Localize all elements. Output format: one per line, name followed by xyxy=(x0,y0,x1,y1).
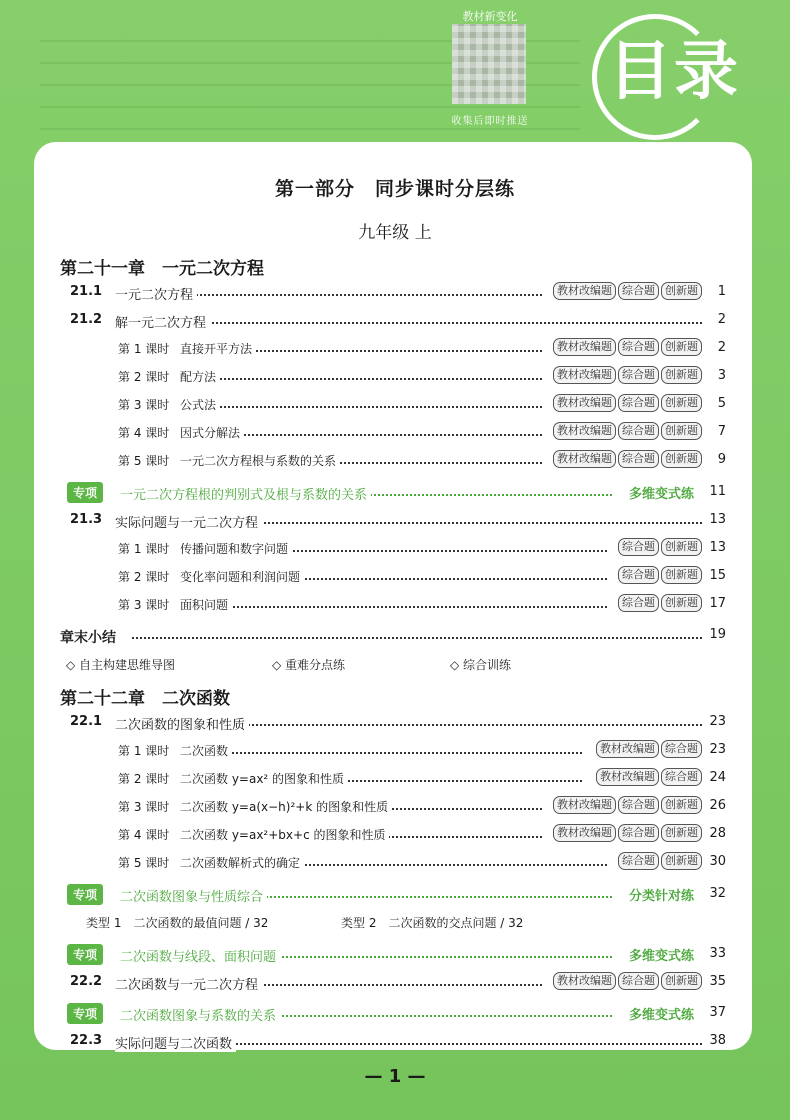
tag-group xyxy=(550,422,702,440)
tag-textbook-adapted: 教材改编题 xyxy=(553,824,616,842)
tag-comprehensive: 综合题 xyxy=(618,366,659,384)
lesson-title: 一元二次方程根与系数的关系 xyxy=(180,452,340,469)
section-title: 二次函数与一元二次方程 xyxy=(115,974,262,993)
toc-entry-21-3[interactable] xyxy=(60,509,732,533)
special-badge: 专项 xyxy=(67,944,103,965)
page-number: 26 xyxy=(706,798,726,813)
tag-textbook-adapted: 教材改编题 xyxy=(553,338,616,356)
lesson-title: 面积问题 xyxy=(180,596,232,613)
page-number: 17 xyxy=(706,596,726,611)
lesson-number: 第 2 课时 xyxy=(118,370,170,384)
bullet-comprehensive-training[interactable]: ◇ 综合训练 xyxy=(450,658,512,672)
section-title: 实际问题与二次函数 xyxy=(115,1033,236,1052)
toc-lesson[interactable] xyxy=(60,767,732,791)
page-number: 28 xyxy=(706,826,726,841)
tag-comprehensive: 综合题 xyxy=(618,566,659,584)
page-number: 2 xyxy=(706,312,726,327)
tag-group xyxy=(615,538,702,556)
tag-innovative: 创新题 xyxy=(661,972,702,990)
lesson-title: 传播问题和数字问题 xyxy=(180,540,292,557)
tag-innovative: 创新题 xyxy=(661,566,702,584)
page-number: 7 xyxy=(706,424,726,439)
qr-caption-bottom: 收集后即时推送 xyxy=(451,116,529,127)
page-number: 2 xyxy=(706,340,726,355)
lesson-title: 直接开平方法 xyxy=(180,340,256,357)
leader-dots xyxy=(185,378,542,380)
toc-entry-22-2[interactable] xyxy=(60,971,732,995)
tag-innovative: 创新题 xyxy=(661,338,702,356)
qr-code-image xyxy=(452,24,526,104)
toc-lesson[interactable] xyxy=(60,823,732,847)
leader-dots xyxy=(185,752,582,754)
lesson-number: 第 5 课时 xyxy=(118,856,170,870)
tag-innovative: 创新题 xyxy=(661,450,702,468)
special-type: 分类针对练 xyxy=(625,885,698,904)
lesson-title: 变化率问题和利润问题 xyxy=(180,568,304,585)
tag-textbook-adapted: 教材改编题 xyxy=(553,450,616,468)
page-number: 5 xyxy=(706,396,726,411)
section-number: 22.3 xyxy=(70,1033,103,1048)
tag-group xyxy=(550,972,702,990)
tag-comprehensive: 综合题 xyxy=(618,852,659,870)
toc-lesson[interactable] xyxy=(60,365,732,389)
toc-lesson[interactable] xyxy=(60,449,732,473)
lesson-title: 配方法 xyxy=(180,368,220,385)
tag-textbook-adapted: 教材改编题 xyxy=(553,282,616,300)
section-title: 二次函数的图象和性质 xyxy=(115,714,249,733)
page-number: 3 xyxy=(706,368,726,383)
page-number: 30 xyxy=(706,854,726,869)
special-title: 二次函数图象与性质综合 xyxy=(120,886,267,905)
lesson-title: 二次函数 y=a(x−h)²+k 的图象和性质 xyxy=(180,798,392,815)
page-number: 23 xyxy=(706,714,726,729)
section-title: 一元二次方程 xyxy=(115,284,197,303)
tag-group xyxy=(550,450,702,468)
toc-special-21[interactable] xyxy=(60,481,732,505)
lesson-number: 第 4 课时 xyxy=(118,828,170,842)
leader-dots xyxy=(185,406,542,408)
page-number: 13 xyxy=(706,540,726,555)
tag-comprehensive: 综合题 xyxy=(661,768,702,786)
page-number: 11 xyxy=(706,484,726,499)
toc-lesson[interactable] xyxy=(60,337,732,361)
section-number: 21.2 xyxy=(70,312,103,327)
section-number: 22.1 xyxy=(70,714,103,729)
tag-innovative: 创新题 xyxy=(661,796,702,814)
page-number: 32 xyxy=(706,886,726,901)
bullet-key-points[interactable]: ◇ 重难分点练 xyxy=(272,658,346,672)
leader-dots xyxy=(185,606,607,608)
tag-innovative: 创新题 xyxy=(661,394,702,412)
page-number: 37 xyxy=(706,1005,726,1020)
tag-textbook-adapted: 教材改编题 xyxy=(596,740,659,758)
type-item-2[interactable]: 类型 2 二次函数的交点问题 / 32 xyxy=(341,916,524,930)
lesson-title: 二次函数 xyxy=(180,742,232,759)
tag-group xyxy=(615,852,702,870)
page-number: 13 xyxy=(706,512,726,527)
lesson-title: 公式法 xyxy=(180,396,220,413)
page-number: 19 xyxy=(706,627,726,642)
tag-group xyxy=(550,338,702,356)
leader-dots xyxy=(132,637,702,639)
tag-group xyxy=(550,366,702,384)
lesson-number: 第 1 课时 xyxy=(118,342,170,356)
tag-textbook-adapted: 教材改编题 xyxy=(553,366,616,384)
tag-textbook-adapted: 教材改编题 xyxy=(596,768,659,786)
page-number: 35 xyxy=(706,974,726,989)
toc-entry-22-1[interactable] xyxy=(60,711,732,735)
chapter-22-title: 第二十二章 二次函数 xyxy=(60,689,230,709)
tag-innovative: 创新题 xyxy=(661,824,702,842)
tag-comprehensive: 综合题 xyxy=(618,394,659,412)
bullet-mind-map[interactable]: ◇ 自主构建思维导图 xyxy=(66,658,176,672)
toc-lesson[interactable] xyxy=(60,421,732,445)
tag-innovative: 创新题 xyxy=(661,594,702,612)
tag-comprehensive: 综合题 xyxy=(618,450,659,468)
tag-textbook-adapted: 教材改编题 xyxy=(553,394,616,412)
special-badge: 专项 xyxy=(67,482,103,503)
section-number: 21.1 xyxy=(70,284,103,299)
lesson-number: 第 1 课时 xyxy=(118,542,170,556)
section-number: 22.2 xyxy=(70,974,103,989)
lesson-number: 第 2 课时 xyxy=(118,570,170,584)
special-type: 多维变式练 xyxy=(625,1004,698,1023)
tag-group xyxy=(615,594,702,612)
part-title: 第一部分 同步课时分层练 xyxy=(274,178,515,200)
special-type: 多维变式练 xyxy=(625,945,698,964)
special-type: 多维变式练 xyxy=(625,483,698,502)
toc-special-22-b[interactable] xyxy=(60,943,732,967)
tag-comprehensive: 综合题 xyxy=(618,338,659,356)
lesson-number: 第 2 课时 xyxy=(118,772,170,786)
section-title: 实际问题与一元二次方程 xyxy=(115,512,262,531)
toc-lesson[interactable] xyxy=(60,739,732,763)
toc-chapter-summary[interactable] xyxy=(60,624,732,648)
tag-innovative: 创新题 xyxy=(661,852,702,870)
lesson-number: 第 5 课时 xyxy=(118,454,170,468)
toc-entry-22-3[interactable] xyxy=(60,1030,732,1054)
special-title: 二次函数图象与系数的关系 xyxy=(120,1005,280,1024)
tag-textbook-adapted: 教材改编题 xyxy=(553,796,616,814)
lesson-number: 第 4 课时 xyxy=(118,426,170,440)
tag-group xyxy=(615,566,702,584)
section-number: 21.3 xyxy=(70,512,103,527)
tag-innovative: 创新题 xyxy=(661,538,702,556)
toc-entry-21-1[interactable] xyxy=(60,281,732,305)
type-item-1[interactable]: 类型 1 二次函数的最值问题 / 32 xyxy=(86,916,269,930)
tag-innovative: 创新题 xyxy=(661,282,702,300)
special-badge: 专项 xyxy=(67,884,103,905)
tag-comprehensive: 综合题 xyxy=(618,824,659,842)
tag-comprehensive: 综合题 xyxy=(618,972,659,990)
tag-comprehensive: 综合题 xyxy=(618,282,659,300)
toc-lesson[interactable] xyxy=(60,393,732,417)
lesson-number: 第 3 课时 xyxy=(118,800,170,814)
tag-group xyxy=(550,796,702,814)
logo-text: 目录 xyxy=(608,34,740,109)
page-number: 38 xyxy=(706,1033,726,1048)
page-number: 15 xyxy=(706,568,726,583)
page-number: 23 xyxy=(706,742,726,757)
tag-comprehensive: 综合题 xyxy=(618,422,659,440)
tag-group xyxy=(550,824,702,842)
tag-comprehensive: 综合题 xyxy=(661,740,702,758)
lesson-number: 第 3 课时 xyxy=(118,398,170,412)
toc-lesson[interactable] xyxy=(60,565,732,589)
toc-lesson[interactable] xyxy=(60,795,732,819)
page-number: 24 xyxy=(706,770,726,785)
page-number: 9 xyxy=(706,452,726,467)
tag-comprehensive: 综合题 xyxy=(618,538,659,556)
lesson-number: 第 3 课时 xyxy=(118,598,170,612)
tag-group xyxy=(593,740,702,758)
contents-logo xyxy=(592,14,742,140)
lesson-title: 因式分解法 xyxy=(180,424,244,441)
grade-label: 九年级 上 xyxy=(358,223,432,243)
section-title: 解一元二次方程 xyxy=(115,312,210,331)
tag-textbook-adapted: 教材改编题 xyxy=(553,422,616,440)
tag-comprehensive: 综合题 xyxy=(618,796,659,814)
tag-comprehensive: 综合题 xyxy=(618,594,659,612)
tag-innovative: 创新题 xyxy=(661,366,702,384)
lesson-title: 二次函数 y=ax² 的图象和性质 xyxy=(180,770,348,787)
tag-group xyxy=(593,768,702,786)
page-number: 1 xyxy=(706,284,726,299)
special-badge: 专项 xyxy=(67,1003,103,1024)
special-title: 二次函数与线段、面积问题 xyxy=(120,946,280,965)
toc-lesson[interactable] xyxy=(60,851,732,875)
tag-group xyxy=(550,394,702,412)
toc-special-22-a[interactable] xyxy=(60,883,732,907)
summary-bullets xyxy=(60,654,732,674)
summary-title: 章末小结 xyxy=(60,627,120,647)
qr-caption-top: 教材新变化 xyxy=(462,10,518,23)
chapter-21-title: 第二十一章 一元二次方程 xyxy=(60,259,264,279)
page-number: 33 xyxy=(706,946,726,961)
toc-special-22-c[interactable] xyxy=(60,1002,732,1026)
special-title: 一元二次方程根的判别式及根与系数的关系 xyxy=(120,484,371,503)
tag-group xyxy=(550,282,702,300)
toc-lesson[interactable] xyxy=(60,537,732,561)
lesson-title: 二次函数解析式的确定 xyxy=(180,854,304,871)
toc-entry-21-2[interactable] xyxy=(60,309,732,333)
footer-page-number: — 1 — xyxy=(364,1066,426,1087)
lesson-number: 第 1 课时 xyxy=(118,744,170,758)
toc-lesson[interactable] xyxy=(60,593,732,617)
lesson-title: 二次函数 y=ax²+bx+c 的图象和性质 xyxy=(180,826,389,843)
tag-innovative: 创新题 xyxy=(661,422,702,440)
tag-textbook-adapted: 教材改编题 xyxy=(553,972,616,990)
